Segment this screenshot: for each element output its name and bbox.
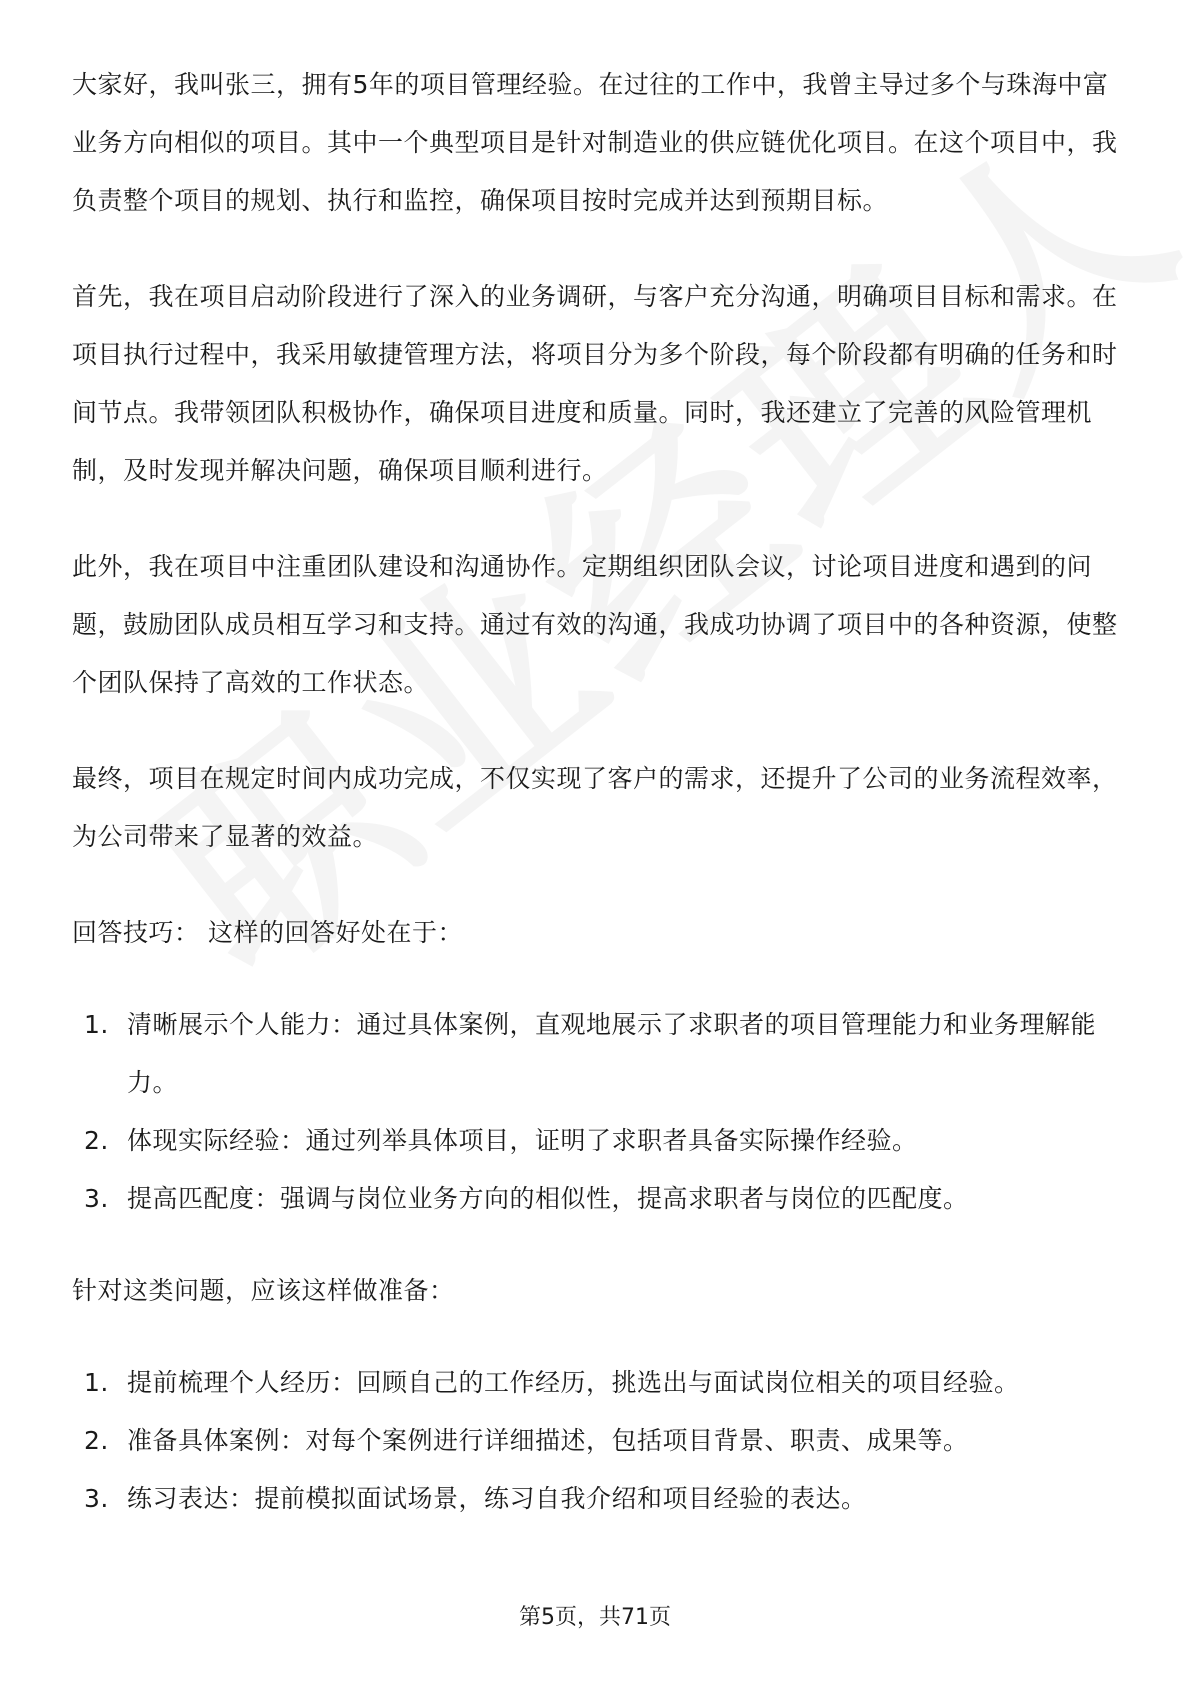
list-item-text: 清晰展示个人能力：通过具体案例，直观地展示了求职者的项目管理能力和业务理解能力。 [127,1010,1097,1097]
page-number: 第5页，共71页 [519,1605,671,1630]
document-body [72,56,1118,1562]
prep-label: 针对这类问题，应该这样做准备： [72,1276,455,1305]
list-number: 1. [84,1010,109,1039]
list-item [72,1412,1118,1470]
list-item [72,1470,1118,1528]
answer-paragraph-4: 最终，项目在规定时间内成功完成，不仅实现了客户的需求，还提升了公司的业务流程效率，为公司带来了显著的效益。 [72,764,1118,851]
answer-paragraph-1: 大家好，我叫张三，拥有5年的项目管理经验。在过往的工作中，我曾主导过多个与珠海中富业务方向相似的项目。其中一个典型项目是针对制造业的供应链优化项目。在这个项目中，我负责整个项目的规划、执行和监控，确保项目按时完成并达到预期目标。 [72,70,1118,215]
list-item-text: 提前梳理个人经历：回顾自己的工作经历，挑选出与面试岗位相关的项目经验。 [127,1368,1020,1397]
list-item-text: 体现实际经验：通过列举具体项目，证明了求职者具备实际操作经验。 [127,1126,918,1155]
list-item-text: 练习表达：提前模拟面试场景，练习自我介绍和项目经验的表达。 [127,1484,867,1513]
list-item-text: 提高匹配度：强调与岗位业务方向的相似性，提高求职者与岗位的匹配度。 [127,1184,969,1213]
list-item [72,1354,1118,1412]
list-number: 2. [84,1426,109,1455]
list-item [72,996,1118,1112]
list-item-text: 准备具体案例：对每个案例进行详细描述，包括项目背景、职责、成果等。 [127,1426,969,1455]
list-item [72,1170,1118,1228]
list-number: 2. [84,1126,109,1155]
tips-list [72,996,1118,1228]
answer-paragraph-2: 首先，我在项目启动阶段进行了深入的业务调研，与客户充分沟通，明确项目目标和需求。在项目执行过程中，我采用敏捷管理方法，将项目分为多个阶段，每个阶段都有明确的任务和时间节点。我带领团队积极协作，确保项目进度和质量。同时，我还建立了完善的风险管理机制，及时发现并解决问题，确保项目顺利进行。 [72,282,1118,485]
prep-list [72,1354,1118,1528]
answer-paragraph-3: 此外，我在项目中注重团队建设和沟通协作。定期组织团队会议，讨论项目进度和遇到的问题，鼓励团队成员相互学习和支持。通过有效的沟通，我成功协调了项目中的各种资源，使整个团队保持了高效的工作状态。 [72,552,1118,697]
tips-label: 回答技巧： 这样的回答好处在于： [72,918,463,947]
list-number: 3. [84,1484,109,1513]
list-item [72,1112,1118,1170]
list-number: 1. [84,1368,109,1397]
list-number: 3. [84,1184,109,1213]
